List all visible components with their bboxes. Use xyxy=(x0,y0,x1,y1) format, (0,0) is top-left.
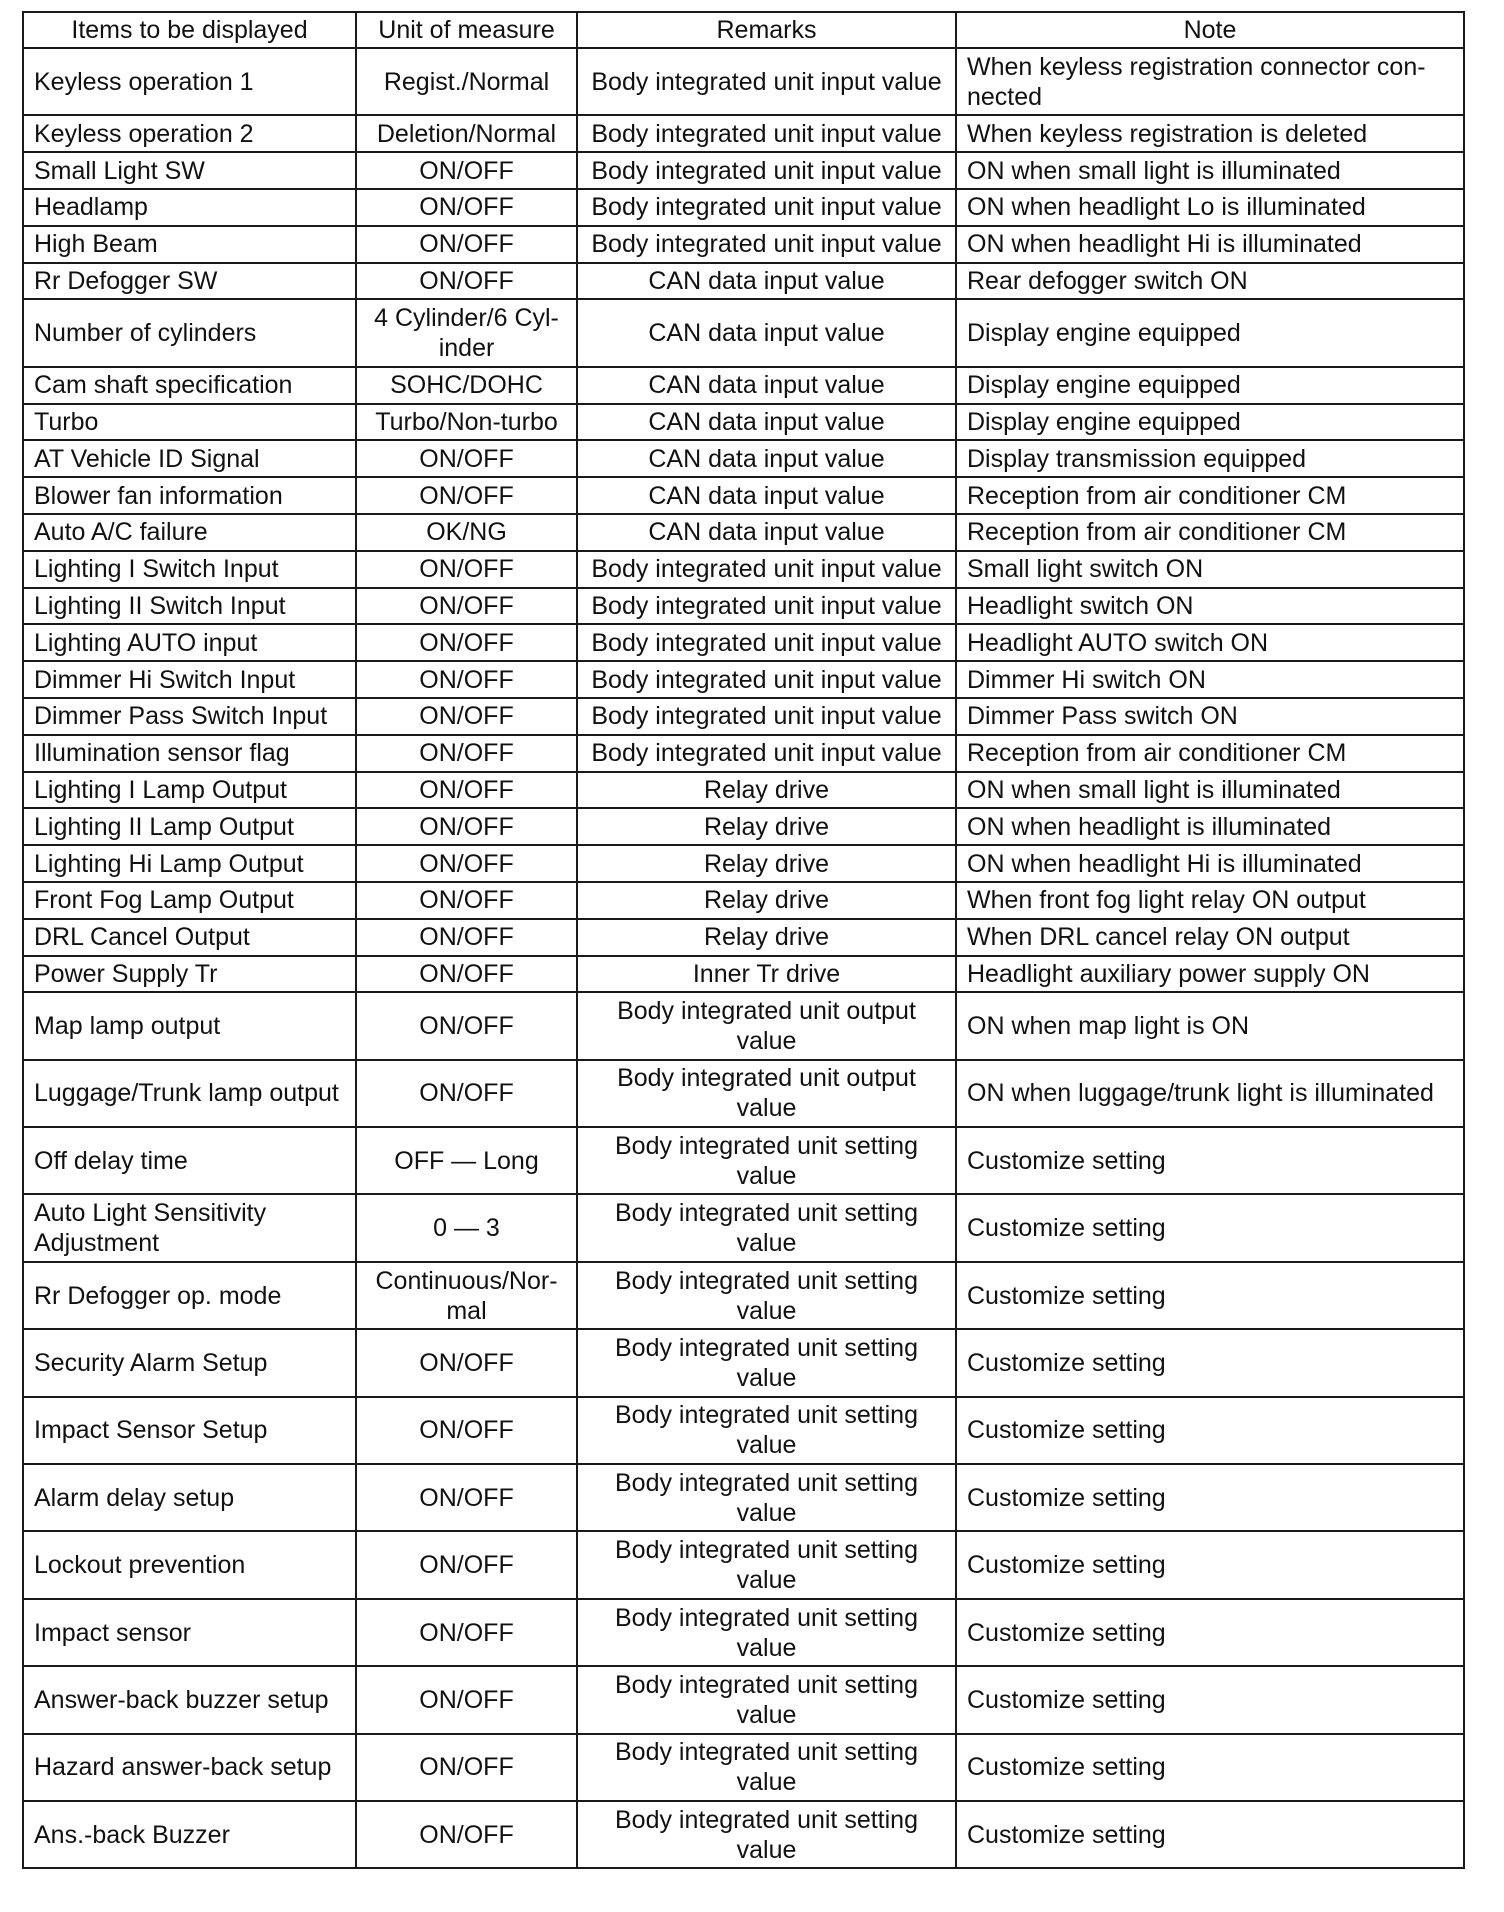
data-monitor-table xyxy=(22,11,1465,1869)
cell-unit: ON/OFF xyxy=(356,882,577,919)
table-row xyxy=(23,1464,1464,1531)
cell-note: Customize setting xyxy=(956,1262,1464,1329)
table-row xyxy=(23,1734,1464,1801)
cell-item: Luggage/Trunk lamp output xyxy=(23,1060,356,1127)
cell-unit: Continuous/Nor- mal xyxy=(356,1262,577,1329)
cell-unit: SOHC/DOHC xyxy=(356,367,577,404)
table-row xyxy=(23,115,1464,152)
cell-item: Ans.-back Buzzer xyxy=(23,1801,356,1868)
cell-remark: Body integrated unit input value xyxy=(577,588,956,625)
cell-note: When keyless registration connector con- nected xyxy=(956,48,1464,115)
cell-remark: Relay drive xyxy=(577,919,956,956)
cell-note: ON when headlight Hi is illuminated xyxy=(956,226,1464,263)
cell-remark: Body integrated unit input value xyxy=(577,48,956,115)
cell-remark: Body integrated unit input value xyxy=(577,661,956,698)
cell-item: Cam shaft specification xyxy=(23,367,356,404)
cell-item: High Beam xyxy=(23,226,356,263)
cell-note: When keyless registration is deleted xyxy=(956,115,1464,152)
table-row xyxy=(23,1194,1464,1261)
cell-remark: Body integrated unit setting value xyxy=(577,1397,956,1464)
table-row xyxy=(23,551,1464,588)
cell-note: Display engine equipped xyxy=(956,404,1464,441)
cell-remark: Body integrated unit setting value xyxy=(577,1262,956,1329)
header-remarks: Remarks xyxy=(577,12,956,48)
table-row xyxy=(23,1801,1464,1868)
cell-remark: Inner Tr drive xyxy=(577,956,956,993)
cell-note: Customize setting xyxy=(956,1397,1464,1464)
cell-unit: 0 — 3 xyxy=(356,1194,577,1261)
cell-item: Number of cylinders xyxy=(23,299,356,366)
cell-remark: Body integrated unit setting value xyxy=(577,1666,956,1733)
cell-note: Customize setting xyxy=(956,1329,1464,1396)
cell-note: Headlight AUTO switch ON xyxy=(956,624,1464,661)
cell-unit: ON/OFF xyxy=(356,1464,577,1531)
cell-note: ON when map light is ON xyxy=(956,992,1464,1059)
cell-note: Display engine equipped xyxy=(956,367,1464,404)
cell-note: Customize setting xyxy=(956,1127,1464,1194)
cell-note: Customize setting xyxy=(956,1666,1464,1733)
cell-remark: Body integrated unit input value xyxy=(577,624,956,661)
cell-note: Dimmer Hi switch ON xyxy=(956,661,1464,698)
cell-unit: ON/OFF xyxy=(356,772,577,809)
cell-item: Keyless operation 2 xyxy=(23,115,356,152)
table-row xyxy=(23,477,1464,514)
cell-remark: Body integrated unit setting value xyxy=(577,1531,956,1598)
cell-unit: ON/OFF xyxy=(356,1666,577,1733)
cell-note: Customize setting xyxy=(956,1599,1464,1666)
table-header-row xyxy=(23,12,1464,48)
cell-unit: ON/OFF xyxy=(356,956,577,993)
cell-remark: CAN data input value xyxy=(577,404,956,441)
cell-unit: 4 Cylinder/6 Cyl- inder xyxy=(356,299,577,366)
cell-item: Front Fog Lamp Output xyxy=(23,882,356,919)
table-row xyxy=(23,1531,1464,1598)
cell-unit: ON/OFF xyxy=(356,1531,577,1598)
cell-unit: Turbo/Non-turbo xyxy=(356,404,577,441)
cell-note: Customize setting xyxy=(956,1464,1464,1531)
cell-unit: ON/OFF xyxy=(356,588,577,625)
cell-remark: CAN data input value xyxy=(577,477,956,514)
cell-unit: ON/OFF xyxy=(356,189,577,226)
table-row xyxy=(23,735,1464,772)
cell-remark: Body integrated unit input value xyxy=(577,152,956,189)
cell-remark: Body integrated unit input value xyxy=(577,698,956,735)
table-row xyxy=(23,919,1464,956)
cell-remark: CAN data input value xyxy=(577,440,956,477)
cell-item: AT Vehicle ID Signal xyxy=(23,440,356,477)
cell-remark: Body integrated unit input value xyxy=(577,551,956,588)
cell-remark: Body integrated unit setting value xyxy=(577,1734,956,1801)
cell-unit: ON/OFF xyxy=(356,1060,577,1127)
cell-item: Lighting I Lamp Output xyxy=(23,772,356,809)
cell-item: Impact sensor xyxy=(23,1599,356,1666)
cell-note: Display transmission equipped xyxy=(956,440,1464,477)
cell-note: When front fog light relay ON output xyxy=(956,882,1464,919)
cell-remark: Body integrated unit output value xyxy=(577,992,956,1059)
cell-remark: CAN data input value xyxy=(577,263,956,300)
cell-remark: Body integrated unit setting value xyxy=(577,1801,956,1868)
cell-unit: ON/OFF xyxy=(356,1397,577,1464)
cell-note: Customize setting xyxy=(956,1734,1464,1801)
header-unit: Unit of measure xyxy=(356,12,577,48)
cell-item: Impact Sensor Setup xyxy=(23,1397,356,1464)
table-row xyxy=(23,1599,1464,1666)
table-row xyxy=(23,808,1464,845)
cell-unit: OFF — Long xyxy=(356,1127,577,1194)
cell-unit: ON/OFF xyxy=(356,263,577,300)
table-row xyxy=(23,845,1464,882)
cell-remark: Relay drive xyxy=(577,772,956,809)
table-row xyxy=(23,956,1464,993)
cell-unit: ON/OFF xyxy=(356,698,577,735)
cell-item: Blower fan information xyxy=(23,477,356,514)
cell-remark: Body integrated unit input value xyxy=(577,735,956,772)
table-row xyxy=(23,152,1464,189)
cell-remark: Relay drive xyxy=(577,808,956,845)
cell-note: Reception from air conditioner CM xyxy=(956,477,1464,514)
table-row xyxy=(23,404,1464,441)
table-row xyxy=(23,189,1464,226)
cell-remark: Body integrated unit setting value xyxy=(577,1464,956,1531)
cell-item: Security Alarm Setup xyxy=(23,1329,356,1396)
table-row xyxy=(23,1060,1464,1127)
cell-remark: Body integrated unit setting value xyxy=(577,1127,956,1194)
table-row xyxy=(23,226,1464,263)
cell-unit: ON/OFF xyxy=(356,919,577,956)
cell-unit: ON/OFF xyxy=(356,1599,577,1666)
cell-item: Hazard answer-back setup xyxy=(23,1734,356,1801)
table-row xyxy=(23,1397,1464,1464)
cell-unit: ON/OFF xyxy=(356,624,577,661)
cell-remark: Body integrated unit output value xyxy=(577,1060,956,1127)
cell-item: Answer-back buzzer setup xyxy=(23,1666,356,1733)
cell-unit: ON/OFF xyxy=(356,152,577,189)
table-row xyxy=(23,882,1464,919)
cell-item: Rr Defogger op. mode xyxy=(23,1262,356,1329)
cell-item: Lockout prevention xyxy=(23,1531,356,1598)
cell-note: Customize setting xyxy=(956,1531,1464,1598)
cell-item: Lighting AUTO input xyxy=(23,624,356,661)
cell-unit: ON/OFF xyxy=(356,992,577,1059)
cell-item: Alarm delay setup xyxy=(23,1464,356,1531)
table-row xyxy=(23,1127,1464,1194)
cell-note: ON when headlight Lo is illuminated xyxy=(956,189,1464,226)
cell-unit: ON/OFF xyxy=(356,1734,577,1801)
cell-item: Power Supply Tr xyxy=(23,956,356,993)
cell-item: Small Light SW xyxy=(23,152,356,189)
table-row xyxy=(23,514,1464,551)
table-row xyxy=(23,48,1464,115)
cell-remark: Body integrated unit setting value xyxy=(577,1329,956,1396)
cell-unit: ON/OFF xyxy=(356,226,577,263)
table-row xyxy=(23,367,1464,404)
cell-item: Dimmer Hi Switch Input xyxy=(23,661,356,698)
cell-item: Rr Defogger SW xyxy=(23,263,356,300)
cell-item: Turbo xyxy=(23,404,356,441)
cell-item: Map lamp output xyxy=(23,992,356,1059)
cell-note: Reception from air conditioner CM xyxy=(956,735,1464,772)
cell-item: Headlamp xyxy=(23,189,356,226)
cell-unit: ON/OFF xyxy=(356,440,577,477)
cell-note: Headlight auxiliary power supply ON xyxy=(956,956,1464,993)
cell-note: Headlight switch ON xyxy=(956,588,1464,625)
table-row xyxy=(23,661,1464,698)
cell-item: Auto Light Sensitivity Adjustment xyxy=(23,1194,356,1261)
cell-remark: Body integrated unit input value xyxy=(577,115,956,152)
cell-unit: ON/OFF xyxy=(356,477,577,514)
cell-note: Customize setting xyxy=(956,1194,1464,1261)
cell-remark: Body integrated unit input value xyxy=(577,189,956,226)
table-row xyxy=(23,440,1464,477)
cell-remark: Body integrated unit setting value xyxy=(577,1599,956,1666)
table-row xyxy=(23,1262,1464,1329)
table-row xyxy=(23,772,1464,809)
cell-note: Customize setting xyxy=(956,1801,1464,1868)
cell-note: Reception from air conditioner CM xyxy=(956,514,1464,551)
table-row xyxy=(23,263,1464,300)
cell-remark: CAN data input value xyxy=(577,299,956,366)
cell-note: Rear defogger switch ON xyxy=(956,263,1464,300)
cell-note: ON when luggage/trunk light is illuminated xyxy=(956,1060,1464,1127)
table-row xyxy=(23,992,1464,1059)
table-row xyxy=(23,1329,1464,1396)
cell-note: ON when small light is illuminated xyxy=(956,152,1464,189)
table-row xyxy=(23,1666,1464,1733)
cell-unit: ON/OFF xyxy=(356,735,577,772)
cell-unit: Regist./Normal xyxy=(356,48,577,115)
cell-item: Illumination sensor flag xyxy=(23,735,356,772)
cell-item: Lighting I Switch Input xyxy=(23,551,356,588)
cell-remark: CAN data input value xyxy=(577,514,956,551)
cell-note: When DRL cancel relay ON output xyxy=(956,919,1464,956)
cell-unit: ON/OFF xyxy=(356,808,577,845)
cell-remark: Body integrated unit setting value xyxy=(577,1194,956,1261)
cell-item: Keyless operation 1 xyxy=(23,48,356,115)
cell-unit: ON/OFF xyxy=(356,1801,577,1868)
cell-remark: Relay drive xyxy=(577,882,956,919)
cell-item: Off delay time xyxy=(23,1127,356,1194)
cell-unit: ON/OFF xyxy=(356,551,577,588)
cell-item: Auto A/C failure xyxy=(23,514,356,551)
cell-remark: Relay drive xyxy=(577,845,956,882)
cell-note: Display engine equipped xyxy=(956,299,1464,366)
cell-unit: Deletion/Normal xyxy=(356,115,577,152)
table-row xyxy=(23,588,1464,625)
cell-remark: CAN data input value xyxy=(577,367,956,404)
cell-item: Lighting II Switch Input xyxy=(23,588,356,625)
cell-note: ON when headlight Hi is illuminated xyxy=(956,845,1464,882)
table-row xyxy=(23,624,1464,661)
cell-item: DRL Cancel Output xyxy=(23,919,356,956)
header-items: Items to be displayed xyxy=(23,12,356,48)
table-row xyxy=(23,698,1464,735)
cell-unit: OK/NG xyxy=(356,514,577,551)
cell-unit: ON/OFF xyxy=(356,661,577,698)
cell-item: Dimmer Pass Switch Input xyxy=(23,698,356,735)
cell-unit: ON/OFF xyxy=(356,845,577,882)
cell-note: ON when headlight is illuminated xyxy=(956,808,1464,845)
cell-remark: Body integrated unit input value xyxy=(577,226,956,263)
cell-item: Lighting II Lamp Output xyxy=(23,808,356,845)
cell-unit: ON/OFF xyxy=(356,1329,577,1396)
cell-note: Small light switch ON xyxy=(956,551,1464,588)
cell-item: Lighting Hi Lamp Output xyxy=(23,845,356,882)
cell-note: ON when small light is illuminated xyxy=(956,772,1464,809)
table-row xyxy=(23,299,1464,366)
header-note: Note xyxy=(956,12,1464,48)
cell-note: Dimmer Pass switch ON xyxy=(956,698,1464,735)
